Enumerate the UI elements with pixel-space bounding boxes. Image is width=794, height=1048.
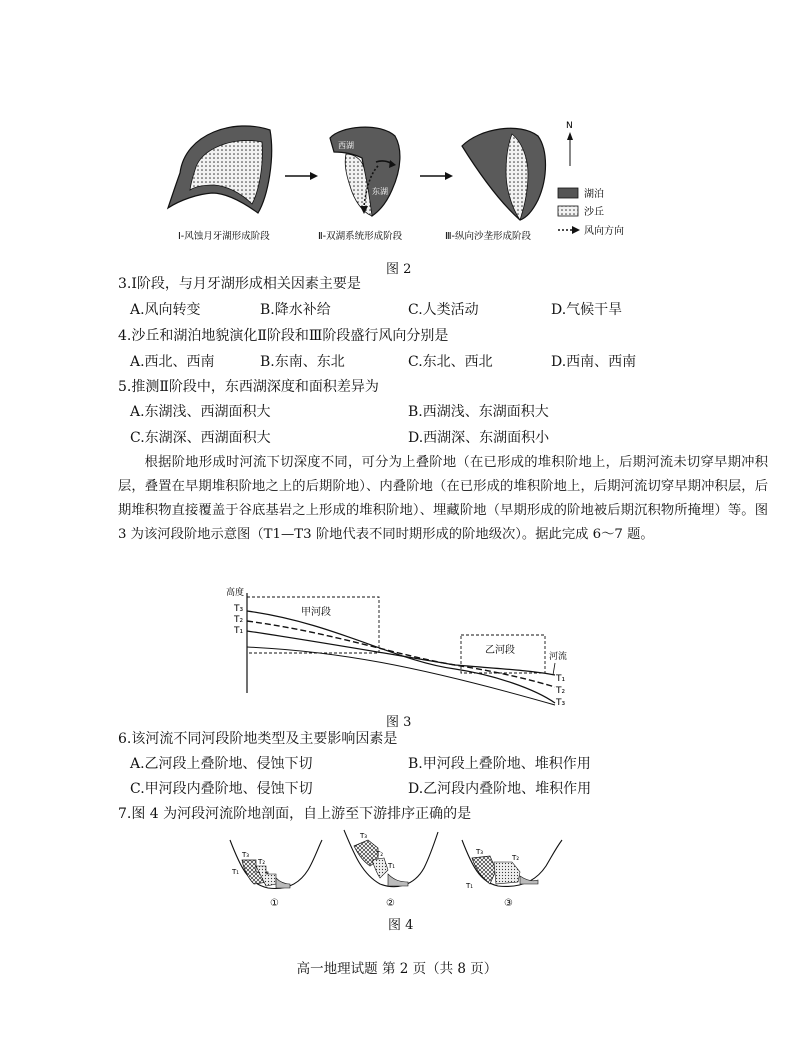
profile-1-label-T1: T₁ [232, 868, 240, 876]
legend-wind-label: 风向方向 [584, 226, 624, 237]
q3-option-a[interactable]: A.风向转变 [130, 302, 201, 318]
fig3-right-T1: T₁ [556, 674, 566, 684]
profile-3-number: ③ [504, 898, 513, 909]
q6-option-a[interactable]: A.乙河段上叠阶地、侵蚀下切 [130, 756, 313, 772]
q4-option-d[interactable]: D.西南、西南 [551, 354, 637, 370]
profile-2-number: ② [386, 898, 395, 909]
profile-2-label-T1: T₁ [388, 862, 396, 870]
q5-option-c[interactable]: C.东湖深、西湖面积大 [130, 430, 271, 446]
q6-option-d[interactable]: D.乙河段内叠阶地、堆积作用 [408, 781, 592, 797]
legend-lake-label: 湖泊 [584, 189, 604, 200]
page-footer: 高一地理试题 第 2 页（共 8 页） [296, 961, 498, 977]
profile-2-label-T3: T₃ [360, 832, 368, 840]
stage-2-diagram [330, 127, 400, 216]
fig3-river-label: 河流 [549, 652, 568, 662]
fig3-left-T3: T₃ [234, 604, 244, 614]
figure-3-caption: 图 3 [386, 715, 412, 730]
q3-option-c[interactable]: C.人类活动 [408, 302, 479, 318]
q3-option-b[interactable]: B.降水补给 [260, 302, 331, 318]
figure-3 [215, 585, 585, 713]
figure-4-caption: 图 4 [388, 918, 414, 933]
north-label: N [566, 121, 573, 131]
passage-text: 根据阶地形成时河流下切深度不同，可分为上叠阶地（在已形成的堆积阶地上，后期河流未切穿早期冲积层，叠置在早期堆积阶地之上的后期阶地）、内叠阶地（在已形成的堆积阶地上，后期河流切穿早期冲积层，后期堆积物直接覆盖于谷底基岩之上形成的堆积阶地）、埋藏阶地（早期形成的阶地被后期沉积物所掩埋）等。图 3 为该河段阶地示意图（T1—T3 阶地代表不同时期形成的阶地级次）。据此完成 6～7 题。 [118, 455, 768, 542]
q3-option-d[interactable]: D.气候干旱 [551, 302, 623, 318]
q4-option-c[interactable]: C.东北、西北 [408, 354, 493, 370]
fig3-line-T3 [247, 611, 555, 703]
fig3-segment-a-label: 甲河段 [301, 607, 331, 618]
profile-1-number: ① [270, 898, 279, 909]
profile-2 [344, 830, 438, 909]
legend-lake-swatch [558, 188, 578, 198]
profile-2-label-T2: T₂ [376, 850, 384, 858]
profile-3-label-T2: T₂ [512, 854, 520, 862]
figure-2-legend [558, 187, 624, 237]
profile-1-label-T2: T₂ [258, 858, 266, 866]
profile-3-label-T1: T₁ [466, 882, 474, 890]
question-5-stem: 5.推测Ⅱ阶段中，东西湖深度和面积差异为 [118, 379, 379, 395]
stage-1-label: Ⅰ-风蚀月牙湖形成阶段 [178, 231, 270, 242]
fig3-left-T1: T₁ [234, 626, 244, 636]
fig3-y-axis-label: 高度 [226, 588, 245, 598]
fig3-right-T2: T₂ [556, 686, 566, 696]
stage-3-diagram [462, 128, 546, 220]
stage-arrow-1 [285, 172, 318, 180]
fig3-segment-b-label: 乙河段 [485, 645, 515, 656]
profile-3 [462, 840, 562, 909]
west-lake-label: 西湖 [338, 141, 354, 150]
stage-2-label: Ⅱ-双湖系统形成阶段 [318, 231, 403, 242]
question-3-stem: 3.Ⅰ阶段，与月牙湖形成相关因素主要是 [118, 276, 361, 292]
q5-option-b[interactable]: B.西湖浅、东湖面积大 [408, 404, 549, 420]
q4-option-a[interactable]: A.西北、西南 [130, 354, 215, 370]
question-4-stem: 4.沙丘和湖泊地貌演化Ⅱ阶段和Ⅲ阶段盛行风向分别是 [118, 328, 449, 344]
q6-option-c[interactable]: C.甲河段内叠阶地、侵蚀下切 [130, 781, 313, 797]
north-arrow [566, 121, 573, 166]
profile-3-label-T3: T₃ [476, 848, 484, 856]
profile-1 [230, 840, 322, 909]
q5-option-d[interactable]: D.西湖深、东湖面积小 [408, 430, 550, 446]
legend-dune-label: 沙丘 [584, 207, 604, 218]
east-lake-label: 东湖 [372, 187, 388, 196]
figure-2 [140, 108, 670, 248]
figure-2-caption: 图 2 [386, 262, 412, 277]
stage-1-diagram [168, 126, 272, 213]
question-6-stem: 6.该河流不同河段阶地类型及主要影响因素是 [118, 731, 398, 747]
question-7-stem: 7.图 4 为河段河流阶地剖面，自上游至下游排序正确的是 [118, 806, 472, 822]
q6-option-b[interactable]: B.甲河段上叠阶地、堆积作用 [408, 756, 591, 772]
fig3-left-T2: T₂ [234, 615, 244, 625]
q4-option-b[interactable]: B.东南、东北 [260, 354, 345, 370]
stage-arrow-2 [420, 172, 453, 180]
q5-option-a[interactable]: A.东湖浅、西湖面积大 [130, 404, 271, 420]
legend-dune-swatch [558, 206, 578, 216]
figure-4 [228, 826, 568, 916]
fig3-right-T3: T₃ [556, 698, 566, 708]
stage-3-label: Ⅲ-纵向沙垄形成阶段 [445, 231, 531, 242]
profile-1-label-T3: T₃ [242, 851, 250, 859]
